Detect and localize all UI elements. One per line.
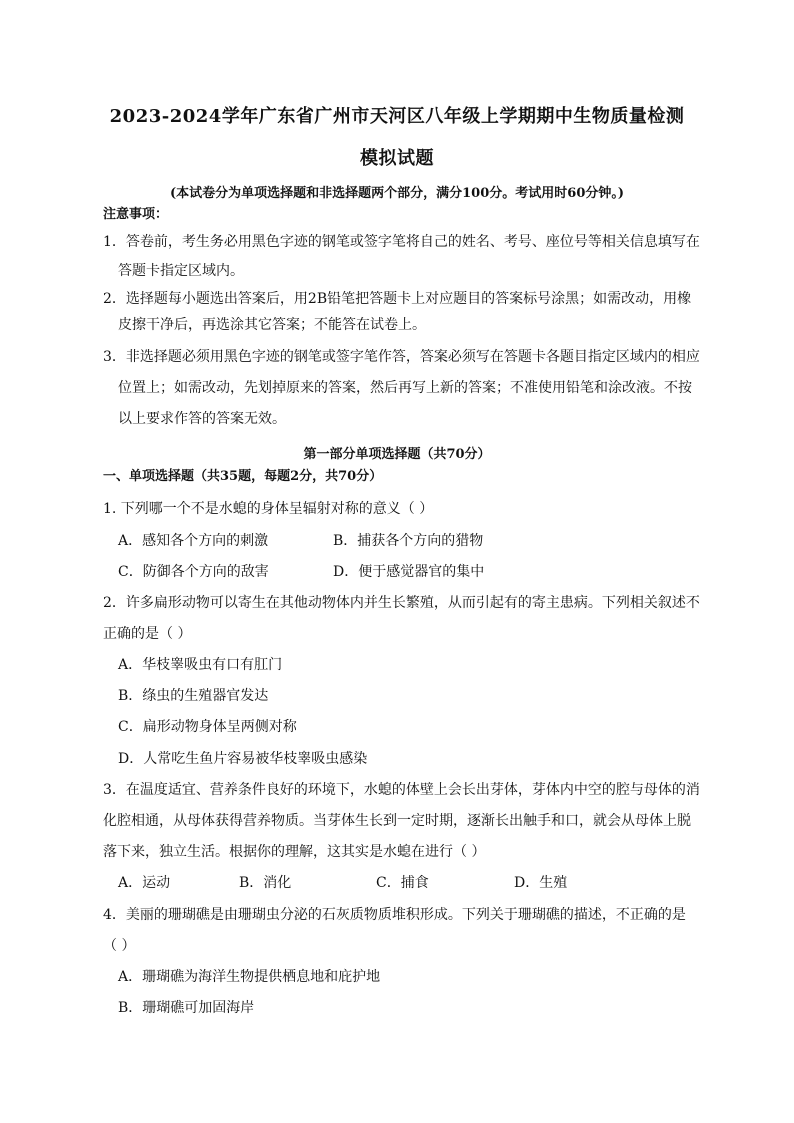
exam-title-line2: 模拟试题 (360, 148, 434, 169)
notice-1-line2: 答题卡指定区域内。 (118, 263, 244, 279)
question-1-option-c: C．防御各个方向的敌害 (118, 564, 269, 580)
exam-subtitle: (本试卷分为单项选择题和非选择题两个部分，满分100分。考试用时60分钟。) (169, 186, 625, 201)
question-3-stem-line1: 3．在温度适宜、营养条件良好的环境下，水螅的体壁上会长出芽体，芽体内中空的腔与母体的消 (103, 782, 700, 798)
question-4-stem-line1: 4．美丽的珊瑚礁是由珊瑚虫分泌的石灰质物质堆积形成。下列关于珊瑚礁的描述，不正确的是 (103, 907, 686, 923)
question-2-option-c: C．扁形动物身体呈两侧对称 (118, 719, 297, 735)
question-1-option-d: D．便于感觉器官的集中 (333, 564, 485, 580)
question-2-stem-line1: 2．许多扁形动物可以寄生在其他动物体内并生长繁殖，从而引起有的寄主患病。下列相关叙述不 (103, 595, 700, 611)
notice-2-line2: 皮擦干净后，再选涂其它答案；不能答在试卷上。 (118, 317, 426, 333)
question-1-stem: 1. 下列哪一个不是水螅的身体呈辐射对称的意义（ ） (103, 501, 434, 517)
question-2-option-d: D．人常吃生鱼片容易被华枝睾吸虫感染 (118, 751, 368, 767)
question-3-option-c: C．捕食 (376, 875, 429, 891)
question-3-option-b: B．消化 (239, 875, 292, 891)
question-4-option-b: B．珊瑚礁可加固海岸 (118, 1000, 255, 1016)
question-2-option-b: B．绦虫的生殖器官发达 (118, 688, 269, 704)
part1-title: 第一部分单项选择题（共70分） (303, 447, 491, 462)
question-2-option-a: A．华枝睾吸虫有口有肛门 (118, 657, 283, 673)
question-1-option-a: A．感知各个方向的刺激 (118, 533, 269, 549)
question-1-option-b: B．捕获各个方向的猎物 (333, 533, 484, 549)
notice-1-line1: 1．答卷前，考生务必用黑色字迹的钢笔或签字笔将自己的姓名、考号、座位号等相关信息填写在 (103, 234, 700, 250)
notice-heading: 注意事项： (103, 207, 169, 222)
exam-title-line1: 2023-2024学年广东省广州市天河区八年级上学期期中生物质量检测 (109, 106, 685, 127)
question-3-option-d: D．生殖 (514, 875, 568, 891)
question-3-stem-line3: 落下来，独立生活。根据你的理解，这其实是水螅在进行（ ） (103, 844, 486, 860)
notice-3-line3: 以上要求作答的答案无效。 (118, 411, 286, 427)
notice-3-line1: 3．非选择题必须用黑色字迹的钢笔或签字笔作答，答案必须写在答题卡各题目指定区域内的相应 (103, 349, 700, 365)
notice-2-line1: 2．选择题每小题选出答案后，用2B铅笔把答题卡上对应题目的答案标号涂黑；如需改动，用橡 (103, 291, 692, 307)
question-3-option-a: A．运动 (118, 875, 171, 891)
section1-heading: 一、单项选择题（共35题，每题2分，共70分） (103, 469, 383, 484)
question-3-stem-line2: 化腔相通，从母体获得营养物质。当芽体生长到一定时期，逐渐长出触手和口，就会从母体上脱 (103, 813, 691, 829)
question-4-stem-line2: （ ） (103, 938, 136, 954)
notice-3-line2: 位置上；如需改动，先划掉原来的答案，然后再写上新的答案；不准使用铅笔和涂改液。不按 (118, 380, 692, 396)
question-4-option-a: A．珊瑚礁为海洋生物提供栖息地和庇护地 (118, 969, 381, 985)
question-2-stem-line2: 正确的是（ ） (103, 626, 192, 642)
